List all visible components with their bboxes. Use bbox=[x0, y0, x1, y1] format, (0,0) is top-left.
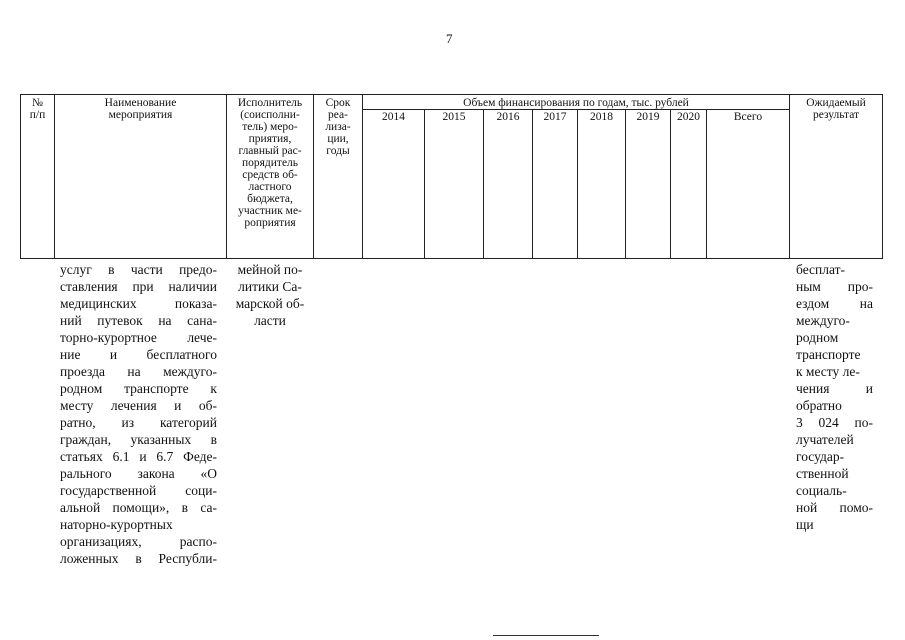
text-line: рального закона «О bbox=[60, 466, 217, 481]
text-line: государ- bbox=[796, 449, 845, 464]
header-total: Всего bbox=[733, 111, 763, 123]
year-col-border bbox=[424, 109, 425, 259]
year-col-border bbox=[577, 109, 578, 259]
year-col-border bbox=[625, 109, 626, 259]
text-line: марской об- bbox=[235, 296, 305, 311]
text-line: обратно bbox=[796, 398, 842, 413]
text-line: ездом на bbox=[796, 296, 873, 311]
header-year-2017: 2017 bbox=[543, 111, 567, 123]
table-header-bottom-border bbox=[20, 258, 882, 259]
year-col-border bbox=[483, 109, 484, 259]
text-line: ным про- bbox=[796, 279, 873, 294]
text-line: ласти bbox=[254, 313, 286, 328]
text-line: граждан, указанных в bbox=[60, 432, 217, 447]
text-line: проезда на междуго- bbox=[60, 364, 217, 379]
col-border bbox=[882, 94, 883, 259]
footer-rule bbox=[493, 635, 599, 636]
header-year-2018: 2018 bbox=[590, 111, 613, 123]
text-line: услуг в части предо- bbox=[60, 262, 217, 277]
body-result-column bbox=[796, 261, 873, 533]
text-line: транспорте bbox=[796, 347, 861, 362]
text-line: социаль- bbox=[796, 483, 847, 498]
text-line: родном bbox=[796, 330, 839, 345]
body-executor-column bbox=[228, 261, 312, 329]
text-line: лучателей bbox=[796, 432, 854, 447]
text-line: альной помощи», в са- bbox=[60, 500, 217, 515]
text-line: месту лечения и об- bbox=[60, 398, 217, 413]
years-top-border bbox=[362, 109, 789, 110]
text-line: междуго- bbox=[796, 313, 850, 328]
text-line: ственной bbox=[796, 466, 849, 481]
header-name: Наименование мероприятия bbox=[104, 97, 177, 121]
text-line: ной помо- bbox=[796, 500, 873, 515]
header-term: Срок реа- лиза- ции, годы bbox=[325, 97, 351, 157]
header-executor: Исполнитель (соисполни- тель) меро- приятия, главный рас- порядитель средств об- ластного бюджета, участник ме- роприятия bbox=[237, 97, 303, 229]
header-result: Ожидаемый результат bbox=[806, 97, 866, 121]
text-line: бесплат- bbox=[796, 262, 846, 277]
text-line: организациях, распо- bbox=[60, 534, 217, 549]
text-line: торно-курортное лече- bbox=[60, 330, 217, 345]
table-top-border bbox=[20, 94, 882, 95]
header-year-2020: 2020 bbox=[677, 111, 700, 123]
text-line: ложенных в Республи- bbox=[60, 551, 217, 566]
text-line: ний путевок на сана- bbox=[60, 313, 217, 328]
page-number: 7 bbox=[446, 31, 453, 46]
header-year-2014: 2014 bbox=[382, 111, 405, 123]
text-line: статьях 6.1 и 6.7 Феде- bbox=[60, 449, 217, 464]
header-num: № п/п bbox=[29, 97, 46, 121]
header-year-2019: 2019 bbox=[636, 111, 660, 123]
year-col-border bbox=[532, 109, 533, 259]
text-line: наторно-курортных bbox=[60, 517, 173, 532]
text-line: ние и бесплатного bbox=[60, 347, 217, 362]
year-col-border bbox=[670, 109, 671, 259]
text-line: родном транспорте к bbox=[60, 381, 217, 396]
text-line: медицинских показа- bbox=[60, 296, 217, 311]
text-line: к месту ле- bbox=[796, 364, 860, 379]
text-line: мейной по- bbox=[237, 262, 303, 277]
header-year-2015: 2015 bbox=[442, 111, 466, 123]
text-line: государственной соци- bbox=[60, 483, 217, 498]
body-name-column bbox=[60, 261, 217, 567]
text-line: щи bbox=[796, 517, 814, 532]
text-line: ратно, из категорий bbox=[60, 415, 217, 430]
text-line: чения и bbox=[796, 381, 873, 396]
year-col-border bbox=[706, 109, 707, 259]
text-line: литики Са- bbox=[238, 279, 302, 294]
header-funding: Объем финансирования по годам, тыс. рублей bbox=[463, 97, 689, 109]
text-line: 3 024 по- bbox=[796, 415, 873, 430]
text-line: ставления при наличии bbox=[60, 279, 217, 294]
header-year-2016: 2016 bbox=[496, 111, 520, 123]
